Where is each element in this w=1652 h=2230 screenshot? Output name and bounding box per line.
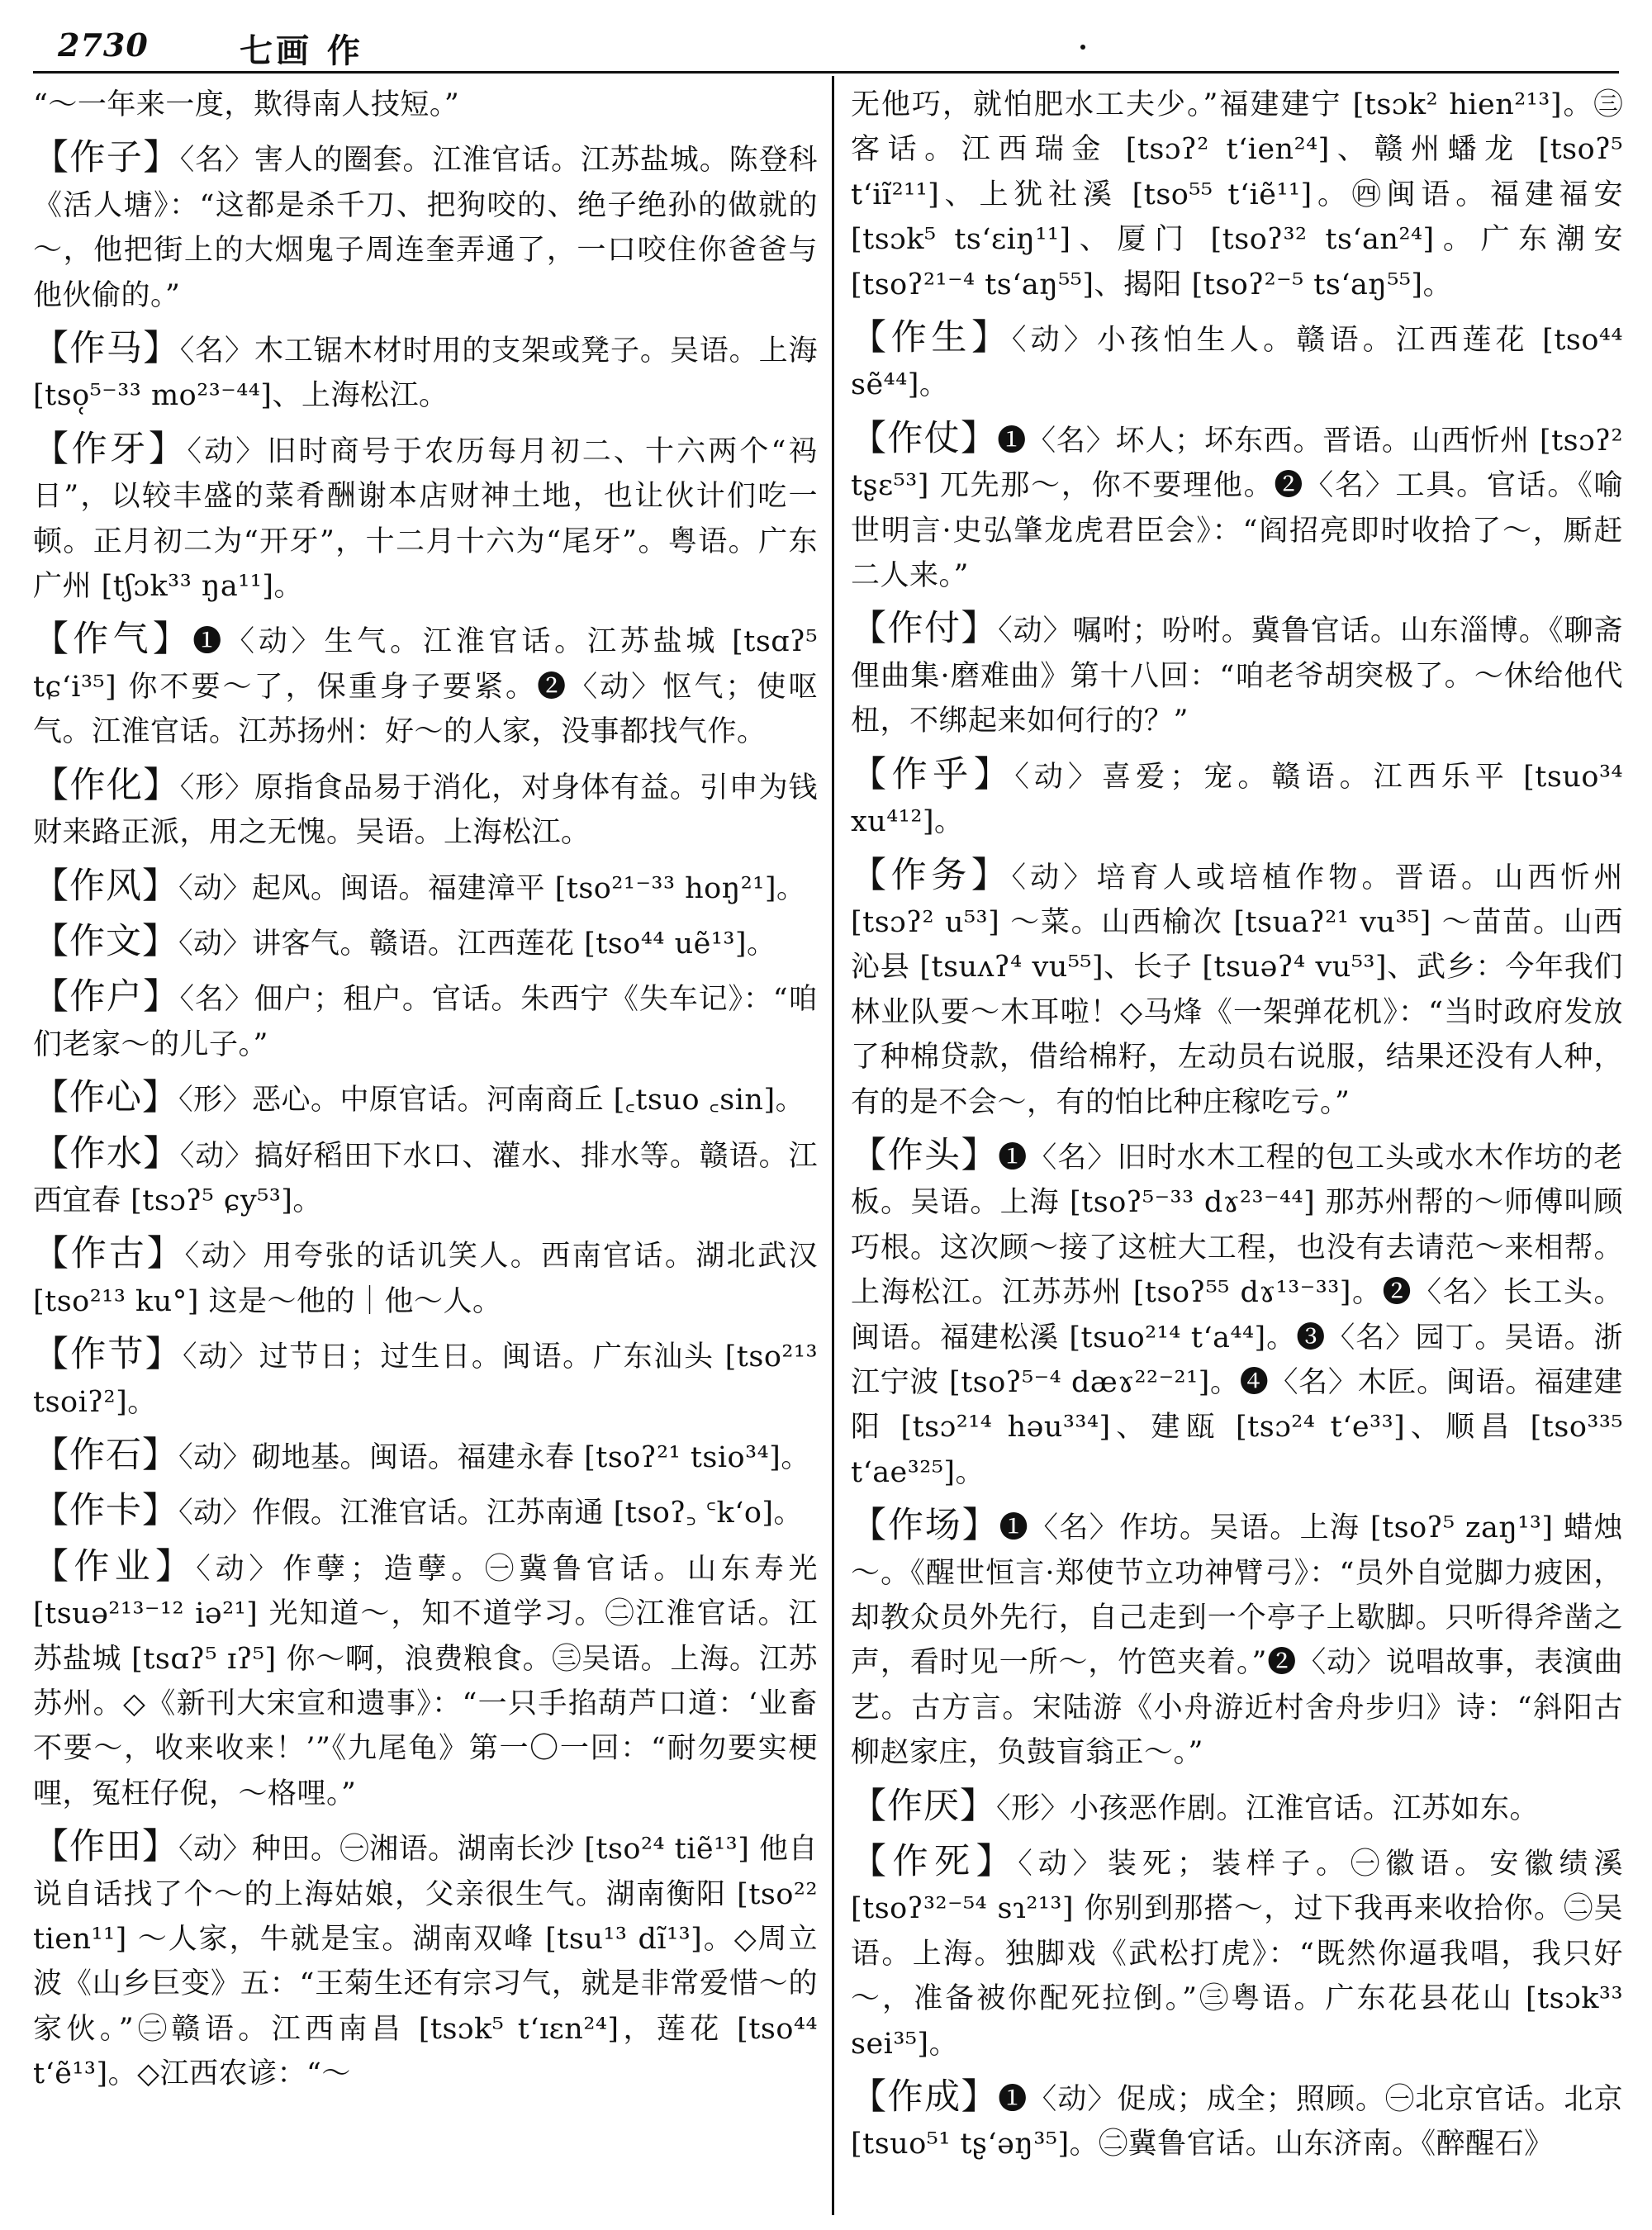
top-rule <box>33 71 1619 74</box>
entry-text: 〈形〉原指食品易于消化，对身体有益。引申为钱财来路正派，用之无愧。吴语。上海松江。 <box>33 771 818 850</box>
entry-zuoya <box>33 427 818 610</box>
entry-text: 〈动〉讲客气。赣语。江西莲花 [tso⁴⁴ uẽ¹³]。 <box>178 927 776 961</box>
entry-zuocheng <box>851 2075 1623 2167</box>
headword: 【作文】 <box>33 920 178 962</box>
entry-zuotou <box>851 1133 1623 1495</box>
headword: 【作风】 <box>33 865 178 907</box>
entry-text: “～一年来一度，欺得南人技短。” <box>33 88 460 121</box>
entry-text: ❶〈名〉旧时水木工程的包工头或水木作坊的老板。吴语。上海 [tsoʔ⁵⁻³³ dɤ²³⁻⁴⁴] 那苏州帮的～师傅叫顾巧根。这次顾～接了这桩大工程，也没有去请范～来相帮。上海松江。江苏苏州 [tsoʔ⁵⁵ dɤ¹³⁻³³]。❷〈名〉长工头。闽语。福建松溪 [tsuo²¹⁴ t‘a⁴⁴]。❸〈名〉园丁。吴语。浙江宁波 [tsoʔ⁵⁻⁴ dæɤ²²⁻²¹]。❹〈名〉木匠。闽语。福建建阳 [tsɔ²¹⁴ həu³³⁴]、建瓯 [tsɔ²⁴ t‘e³³]、顺昌 [tso³³⁵ t‘ae³²⁵]。 <box>851 1141 1623 1489</box>
entry-zuoqi <box>33 617 818 754</box>
entry-zuoshi <box>33 1433 818 1480</box>
entry-zuotian <box>33 1824 818 2096</box>
headword: 【作心】 <box>33 1077 178 1119</box>
headword: 【作马】 <box>33 328 180 370</box>
headword: 【作业】 <box>33 1545 197 1587</box>
entry-text: 〈动〉培育人或培植作物。晋语。山西忻州 [tsɔʔ² u⁵³] ～菜。山西榆次 [tsuaʔ²¹ vu³⁵] ～苗苗。山西沁县 [tsuʌʔ⁴ vu⁵⁵]、长子 [tsuəʔ⁴ vu⁵³]、武乡：今年我们林业队要～木耳啦！◇马烽《一架弹花机》：“当时政府发放了种棉贷款，借给棉籽，左动员右说服，结果还没有人种，有的是不会～，有的怕比种庄稼吃亏。” <box>851 861 1623 1119</box>
continuation-text <box>33 83 818 127</box>
entry-zuowen <box>33 919 818 966</box>
headword: 【作牙】 <box>33 428 188 470</box>
entry-text: 〈动〉作孽；造孽。㊀冀鲁官话。山东寿光 [tsuə²¹³⁻¹² iə²¹] 光知道～，知不道学习。㊁江淮官话。江苏盐城 [tsɑʔ⁵ ɪʔ⁵] 你～啊，浪费粮食。㊂吴语。上海。江苏苏州。◇《新刊大宋宣和遗事》：“一只手掐葫芦口道：‘业畜不要～，收来收来！’”《九尾龟》第一〇一回：“耐勿要实梗哩，冤枉仔倪，～格哩。” <box>33 1552 818 1810</box>
entry-zuosi <box>851 1839 1623 2066</box>
entry-zuoshui <box>33 1132 818 1224</box>
headword: 【作成】 <box>851 2076 999 2118</box>
entry-text: 〈形〉恶心。中原官话。河南商丘 [꜀tsuo ꜀sin]。 <box>178 1084 805 1117</box>
page-number: 2730 <box>58 26 149 64</box>
headword: 【作付】 <box>851 608 999 650</box>
entry-text: ❶〈名〉作坊。吴语。上海 [tsoʔ⁵ zaŋ¹³] 蜡烛～。《醒世恒言·郑使节立功神臂弓》：“员外自觉脚力疲困，却教众员外先行，自己走到一个亭子上歇脚。只听得斧凿之声，看时见一所～，竹笆夹着。”❷〈动〉说唱故事，表演曲艺。古方言。宋陆游《小舟游近村舍舟步归》诗：“斜阳古柳赵家庄，负鼓盲翁正～。” <box>851 1511 1623 1770</box>
entry-zuohu <box>33 975 818 1067</box>
headword: 【作头】 <box>851 1134 999 1176</box>
column-divider <box>832 76 834 2215</box>
headword: 【作务】 <box>851 854 1012 896</box>
entry-zuoyan <box>851 1784 1623 1831</box>
entry-text: 〈名〉木工锯木材时用的支架或凳子。吴语。上海 [tso̜⁵⁻³³ mo²³⁻⁴⁴]、上海松江。 <box>33 334 818 413</box>
headword: 【作场】 <box>851 1505 999 1547</box>
entry-text: 无他巧，就怕肥水工夫少。”福建建宁 [tsɔk² hien²¹³]。㊂客话。江西瑞金 [tsɔʔ² t‘ien²⁴]、赣州蟠龙 [tsoʔ⁵ t‘iĩ²¹¹]、上犹社溪 [tso⁵⁵ t‘iẽ¹¹]。㊃闽语。福建福安 [tsɔk⁵ ts‘ɛiŋ¹¹]、厦门 [tsoʔ³² ts‘an²⁴]。广东潮安 [tsoʔ²¹⁻⁴ ts‘aŋ⁵⁵]、揭阳 [tsoʔ²⁻⁵ ts‘aŋ⁵⁵]。 <box>851 88 1623 301</box>
entry-text: 〈动〉旧时商号于农历每月初二、十六两个“祃日”，以较丰盛的菜肴酬谢本店财神土地，也让伙计们吃一顿。正月初二为“开牙”，十二月十六为“尾牙”。粤语。广东广州 [tʃɔk³³ ŋa¹¹]。 <box>33 434 818 604</box>
entry-zuozi <box>33 135 818 318</box>
entry-zuohu2 <box>851 752 1623 845</box>
entry-zuoma <box>33 326 818 419</box>
entry-zuofeng <box>33 864 818 911</box>
entry-text: 〈名〉佃户；租户。官话。朱西宁《失车记》：“咱们老家～的儿子。” <box>33 983 818 1061</box>
headword: 【作户】 <box>33 976 180 1018</box>
entry-text: 〈动〉起风。闽语。福建漳平 [tso²¹⁻³³ hoŋ²¹]。 <box>178 871 806 905</box>
entry-zuogu <box>33 1231 818 1324</box>
headword: 【作死】 <box>851 1841 1018 1883</box>
headword: 【作田】 <box>33 1826 179 1868</box>
entry-text: 〈动〉喜爱；宠。赣语。江西乐平 [tsuo³⁴ xu⁴¹²]。 <box>851 760 1624 839</box>
entry-text: 〈动〉种田。㊀湘语。湖南长沙 [tso²⁴ tiẽ¹³] 他自说自话找了个～的上海姑娘，父亲很生气。湖南衡阳 [tso²² tien¹¹] ～人家，牛就是宝。湖南双峰 [tsu¹³ dĩ¹³]。◇周立波《山乡巨变》五：“王菊生还有宗习气，就是非常爱惜～的家伙。”㊁赣语。江西南昌 [tsɔk⁵ t‘ɪɛn²⁴]，莲花 [tso⁴⁴ t‘ẽ¹³]。◇江西农谚：“～ <box>33 1833 819 2091</box>
entry-text: 〈动〉装死；装样子。㊀徽语。安徽绩溪 [tsoʔ³²⁻⁵⁴ sɿ²¹³] 你别到那搭～，过下我再来收拾你。㊁吴语。上海。独脚戏《武松打虎》：“既然你逼我唱，我只好～，准备被你配死拉倒。”㊂粤语。广东花县花山 [tsɔk³³ sei³⁵]。 <box>851 1848 1623 2061</box>
right-column <box>851 83 1623 2175</box>
entry-text: ❶〈动〉促成；成全；照顾。㊀北京官话。北京 [tsuo⁵¹ tʂ‘əŋ³⁵]。㊁冀鲁官话。山东济南。《醉醒石》 <box>851 2083 1623 2161</box>
entry-zuoka <box>33 1488 818 1535</box>
entry-text: ❶〈名〉坏人；坏东西。晋语。山西忻州 [tsɔʔ² tʂɛ⁵³] 兀先那～，你不要理他。❷〈名〉工具。官话。《喻世明言·史弘肇龙虎君臣会》：“阎招亮即时收拾了～，厮赶二人来。” <box>851 424 1624 593</box>
page-header <box>58 15 1594 73</box>
entry-text: 〈形〉小孩恶作剧。江淮官话。江苏如东。 <box>996 1791 1540 1825</box>
entry-text: 〈动〉嘱咐；吩咐。冀鲁官话。山东淄博。《聊斋俚曲集·磨难曲》第十八回：“咱老爷胡突极了。～休给他代杻，不绑起来如何行的？” <box>851 614 1623 738</box>
headword: 【作水】 <box>33 1132 180 1174</box>
left-column <box>33 83 818 2105</box>
headword: 【作子】 <box>33 137 180 179</box>
section-heading: 七画 作 <box>240 31 363 70</box>
headword: 【作生】 <box>851 317 1012 359</box>
entry-text: 〈动〉砌地基。闽语。福建永春 [tsoʔ²¹ tsio³⁴]。 <box>178 1440 810 1474</box>
entry-text: 〈动〉小孩怕生人。赣语。江西莲花 [tso⁴⁴ sẽ⁴⁴]。 <box>851 324 1623 402</box>
entry-zuoxin <box>33 1075 818 1122</box>
entry-text: 〈动〉过节日；过生日。闽语。广东汕头 [tso²¹³ tsoiʔ²]。 <box>33 1340 818 1419</box>
header-dot <box>1080 45 1085 50</box>
entry-zuowu <box>851 853 1623 1125</box>
headword: 【作节】 <box>33 1334 183 1376</box>
entry-zuoye <box>33 1544 818 1816</box>
headword: 【作乎】 <box>851 753 1015 795</box>
headword: 【作厌】 <box>851 1785 996 1827</box>
continuation-text <box>851 83 1623 307</box>
entry-text: 〈动〉用夸张的话讥笑人。西南官话。湖北武汉 [tso²¹³ ku°] 这是～他的｜他～人。 <box>33 1240 818 1318</box>
entry-zuosheng <box>851 316 1623 408</box>
headword: 【作卡】 <box>33 1490 178 1532</box>
headword: 【作化】 <box>33 764 180 806</box>
entry-text: 〈名〉害人的圈套。江淮官话。江苏盐城。陈登科《活人塘》：“这都是杀千刀、把狗咬的、绝子绝孙的做就的～，他把街上的大烟鬼子周连奎弄通了，一口咬住你爸爸与他伙偷的。” <box>33 144 818 312</box>
entry-zuozhang <box>851 416 1623 599</box>
headword: 【作气】 <box>33 619 193 661</box>
entry-zuojie <box>33 1332 818 1425</box>
entry-zuochang <box>851 1503 1623 1775</box>
headword: 【作石】 <box>33 1434 178 1476</box>
entry-zuohua <box>33 763 818 856</box>
entry-text: ❶〈动〉生气。江淮官话。江苏盐城 [tsɑʔ⁵ tɕ‘i³⁵] 你不要～了，保重身子要紧。❷〈动〉怄气；使呕气。江淮官话。江苏扬州：好～的人家，没事都找气作。 <box>33 625 819 749</box>
headword: 【作仗】 <box>851 417 998 459</box>
entry-text: 〈动〉作假。江淮官话。江苏南通 [tsoʔ꜆ ꜂k‘o]。 <box>178 1497 804 1530</box>
entry-text: 〈动〉搞好稻田下水口、灌水、排水等。赣语。江西宜春 [tsɔʔ⁵ ɕy⁵³]。 <box>33 1139 818 1217</box>
headword: 【作古】 <box>33 1233 185 1275</box>
entry-zuofu <box>851 606 1623 743</box>
